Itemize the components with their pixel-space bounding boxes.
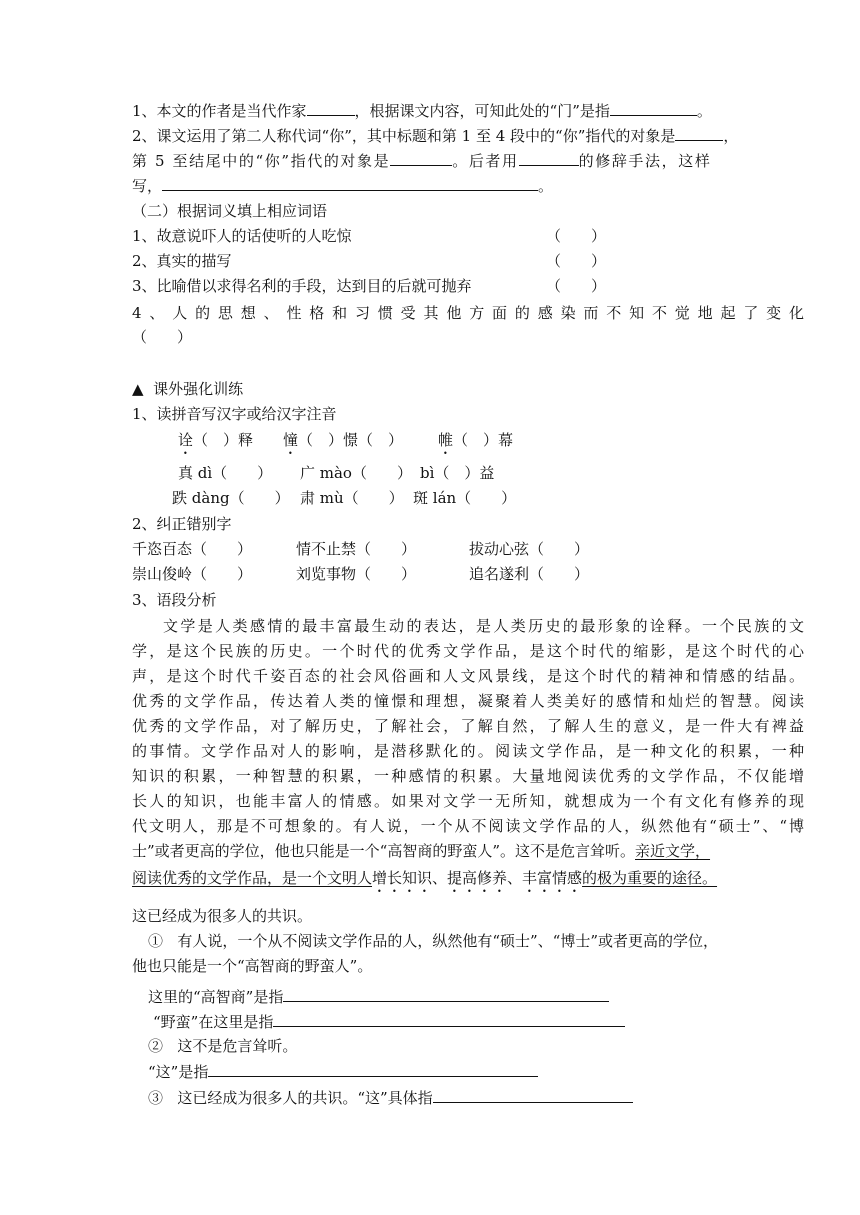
- answer-blank[interactable]: [208, 1059, 538, 1077]
- dotted-char: 帷: [438, 431, 454, 449]
- vocab-item-text: 3、比喻借以求得名利的手段，达到目的后就可抛弃: [132, 277, 472, 295]
- pinyin-blank[interactable]: （ ）释: [193, 431, 254, 449]
- answer-blank[interactable]: [162, 173, 538, 191]
- answer-blank[interactable]: [519, 148, 579, 166]
- question-2-text-f: 写，: [132, 177, 163, 195]
- pinyin-item: [178, 428, 253, 458]
- answer-paren[interactable]: （ ）: [546, 227, 607, 245]
- prompt-text: “野蛮”在这里是指: [153, 1013, 274, 1031]
- pinyin-item[interactable]: bì（ ）益: [420, 464, 495, 482]
- pinyin-item[interactable]: 肃 mù（ ）: [300, 489, 404, 507]
- typo-item[interactable]: 千恣百态（ ）: [132, 540, 253, 558]
- answer-blank[interactable]: [307, 98, 355, 116]
- passage-line: [132, 866, 717, 896]
- pinyin-item[interactable]: 真 dì（ ）: [178, 464, 273, 482]
- passage-line: 知识的积累，一种智慧的积累，一种感情的积累。大量地阅读优秀的文学作品，不仅能增: [132, 767, 804, 785]
- sub-question-text: 有人说，一个从不阅读文学作品的人，纵然他有“硕士”、“博士”或者更高的学位，: [177, 932, 719, 950]
- vocab-item-text: 1、故意说吓人的话使听的人吃惊: [132, 227, 352, 245]
- passage-text: 士”或者更高的学位，他也只能是一个“高智商的野蛮人”。这不是危言耸听。: [132, 842, 636, 860]
- task-1-heading: 1、读拼音写汉字或给汉字注音: [132, 405, 337, 423]
- pinyin-item[interactable]: 斑 lán（ ）: [413, 489, 517, 507]
- question-1: [132, 98, 712, 123]
- sub-question-text: 这已经成为很多人的共识。“这”具体指: [177, 1089, 433, 1107]
- part-2-heading: （二）根据词义填上相应词语: [132, 202, 328, 220]
- sub-question-1-cont: 他也只能是一个“高智商的野蛮人”。: [132, 957, 373, 975]
- passage-line: 长人的知识，也能丰富人的情感。如果对文学一无所知，就想成为一个有文化有修养的现: [132, 792, 804, 810]
- dotted-text: 增长知识、提高修养、丰富情感: [372, 869, 583, 887]
- section-header: [132, 377, 243, 401]
- typo-item[interactable]: 拔动心弦（ ）: [469, 540, 590, 558]
- answer-blank[interactable]: [433, 1085, 633, 1103]
- vocab-item-3: [132, 274, 472, 298]
- answer-paren[interactable]: （ ）: [132, 328, 193, 346]
- answer-blank[interactable]: [610, 98, 697, 116]
- answer-blank[interactable]: [390, 148, 452, 166]
- passage-line: 声，是这个时代千姿百态的社会风俗画和人文风景线，是这个时代的精神和情感的结晶。: [132, 667, 804, 685]
- sub-question-1-part-a: [148, 984, 609, 1009]
- typo-item[interactable]: 刘览事物（ ）: [296, 565, 417, 583]
- comma: ，: [723, 127, 739, 145]
- answer-paren[interactable]: （ ）: [546, 252, 607, 270]
- sub-question-text: 这不是危言耸听。: [177, 1037, 298, 1055]
- answer-blank[interactable]: [675, 123, 723, 141]
- task-2-heading: 2、纠正错别字: [132, 515, 232, 533]
- passage-line: 优秀的文学作品，传达着人类的憧憬和理想，凝聚着人类美好的感情和灿烂的智慧。阅读: [132, 692, 804, 710]
- sub-question-2: [148, 1034, 297, 1058]
- answer-blank[interactable]: [283, 984, 609, 1002]
- vocab-item-text: 2、真实的描写: [132, 252, 232, 270]
- answer-blank[interactable]: [273, 1009, 625, 1027]
- circled-number: ②: [148, 1037, 164, 1055]
- underlined-text: 的极为重要的途径。: [582, 869, 718, 887]
- question-2-line-2: [132, 148, 711, 173]
- question-2-text-c: 第 5 至结尾中的“你”指代的对象是: [132, 152, 391, 170]
- passage-line: 代文明人，那是不可想象的。有人说，一个从不阅读文学作品的人，纵然他有“硕士”、“博: [132, 817, 804, 835]
- pinyin-item[interactable]: 广 mào（ ）: [300, 464, 412, 482]
- prompt-text: 这里的“高智商”是指: [148, 988, 284, 1006]
- question-2-line-1: [132, 123, 738, 148]
- typo-item[interactable]: 情不止禁（ ）: [296, 540, 417, 558]
- vocab-item-4: 4、人的思想、性格和习惯受其他方面的感染而不知不觉地起了变化: [132, 304, 804, 322]
- vocab-item-1: [132, 224, 352, 248]
- underlined-text: 阅读优秀的文学作品，是一个文明人: [132, 869, 373, 887]
- triangle-icon: ▲: [132, 380, 144, 398]
- dotted-char: 诠: [178, 431, 194, 449]
- period: 。: [538, 177, 554, 195]
- question-1-text: 1、本文的作者是当代作家: [132, 102, 307, 120]
- pinyin-blank[interactable]: （ ）憬（ ）: [298, 431, 404, 449]
- passage-line: 文学是人类感情的最丰富最生动的表达，是人类历史的最形象的诠释。一个民族的文: [163, 617, 804, 635]
- typo-item[interactable]: 追名遂利（ ）: [469, 565, 590, 583]
- sub-question-3: [148, 1085, 633, 1110]
- question-2-text-e: 的修辞手法，这样: [578, 152, 712, 170]
- period: 。: [696, 102, 712, 120]
- sub-question-2-part-a: [148, 1059, 538, 1084]
- typo-item[interactable]: 崇山俊岭（ ）: [132, 565, 253, 583]
- passage-line: 优秀的文学作品，对了解历史，了解社会，了解自然，了解人生的意义，是一件大有裨益: [132, 717, 804, 735]
- answer-paren[interactable]: （ ）: [546, 277, 607, 295]
- question-1-text-b: ，根据课文内容，可知此处的“门”是指: [354, 102, 610, 120]
- question-2-line-3: [132, 173, 553, 198]
- question-2-text: 2、课文运用了第二人称代词“你”，其中标题和第 1 至 4 段中的“你”指代的对象是: [132, 127, 676, 145]
- vocab-item-2: [132, 249, 232, 273]
- passage-line: 学，是这个民族的历史。一个时代的优秀文学作品，是这个时代的缩影，是这个时代的心: [132, 642, 804, 660]
- task-3-heading: 3、语段分析: [132, 591, 217, 609]
- pinyin-item[interactable]: 跌 dàng（ ）: [172, 489, 290, 507]
- sub-question-1: [148, 929, 718, 953]
- passage-line: [132, 839, 710, 863]
- passage-line: 这已经成为很多人的共识。: [132, 907, 313, 925]
- underlined-text: 亲近文学，: [635, 842, 711, 860]
- question-2-text-d: 。后者用: [452, 152, 519, 170]
- prompt-text: “这”是指: [148, 1063, 209, 1081]
- circled-number: ③: [148, 1089, 164, 1107]
- pinyin-item: [283, 428, 403, 458]
- sub-question-1-part-b: [153, 1009, 625, 1034]
- passage-line: 的事情。文学作品对人的影响，是潜移默化的。阅读文学作品，是一种文化的积累，一种: [132, 742, 804, 760]
- dotted-char: 憧: [283, 431, 299, 449]
- section-title: 课外强化训练: [153, 380, 244, 398]
- pinyin-blank[interactable]: （ ）幕: [453, 431, 514, 449]
- circled-number: ①: [148, 932, 164, 950]
- pinyin-item: [438, 428, 513, 458]
